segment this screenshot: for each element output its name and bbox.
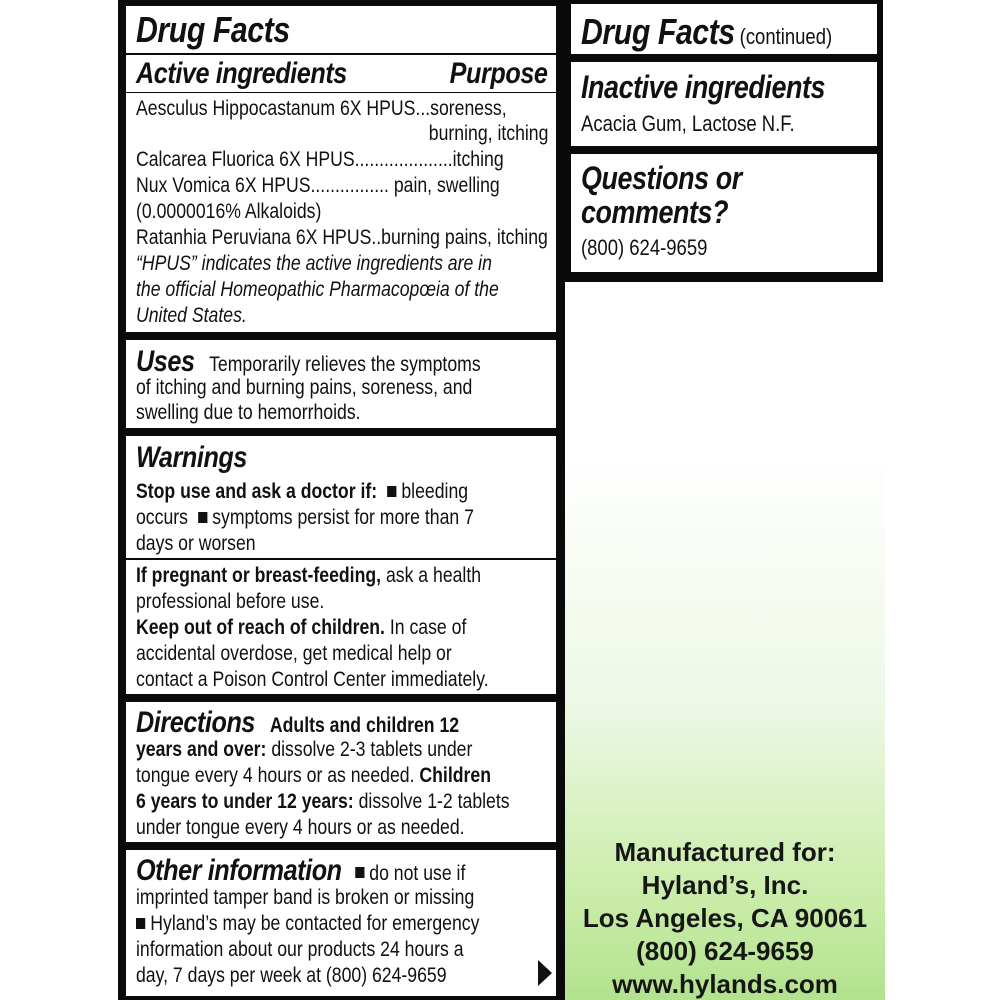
- directions-text: Adults and children 12: [269, 714, 460, 737]
- purpose-heading: Purpose: [450, 57, 548, 90]
- square-bullet-icon: [136, 918, 145, 929]
- warning-item: bleeding: [401, 480, 469, 503]
- inactive-ingredients-text: Acacia Gum, Lactose N.F.: [581, 111, 795, 136]
- continued-suffix: (continued): [739, 24, 833, 49]
- ingredient-line: Ratanhia Peruviana 6X HPUS..burning pains, itching: [136, 226, 548, 249]
- directions-section: [126, 702, 556, 842]
- continued-header: [571, 4, 877, 54]
- pregnant-text: ask a health: [385, 564, 482, 587]
- directions-age-label: Children: [419, 764, 491, 787]
- warnings-heading: Warnings: [136, 441, 247, 474]
- warning-item: occurs: [136, 506, 188, 529]
- other-information-heading: Other information: [136, 854, 342, 887]
- inactive-ingredients-section: [571, 62, 877, 146]
- drug-facts-title: Drug Facts: [136, 9, 290, 50]
- ingredient-line: burning, itching: [428, 122, 548, 145]
- title-rule: [126, 53, 556, 55]
- drug-facts-panel: [118, 0, 566, 1000]
- square-bullet-icon: [198, 512, 207, 523]
- questions-phone: (800) 624-9659: [581, 235, 708, 260]
- heading-rule: [126, 92, 556, 93]
- drug-facts-continued-panel: [565, 0, 885, 1000]
- warnings-rule: [126, 558, 556, 560]
- continue-arrow-icon: [538, 960, 552, 986]
- manufacturer-address: Los Angeles, CA 90061: [582, 903, 868, 933]
- manufacturer-name: Hyland’s, Inc.: [641, 870, 809, 900]
- manufacturer-website: www.hylands.com: [612, 969, 838, 999]
- square-bullet-icon: [387, 486, 396, 497]
- uses-heading: Uses: [136, 345, 195, 378]
- uses-text: of itching and burning pains, soreness, and: [136, 376, 473, 399]
- ingredient-line: Nux Vomica 6X HPUS................ pain, swelling: [136, 174, 500, 197]
- uses-text: swelling due to hemorrhoids.: [136, 401, 361, 424]
- keep-out-text: In case of: [389, 616, 467, 639]
- ingredient-line: Aesculus Hippocastanum 6X HPUS...soreness,: [136, 97, 507, 120]
- questions-section: [571, 154, 877, 272]
- ingredient-line: Calcarea Fluorica 6X HPUS....................itching: [136, 148, 504, 171]
- continued-title: Drug Facts: [581, 11, 735, 52]
- uses-section: [126, 340, 556, 428]
- other-info-text: day, 7 days per week at (800) 624-9659: [136, 964, 447, 987]
- directions-age-label: years and over:: [136, 738, 267, 761]
- warning-item: days or worsen: [136, 532, 256, 555]
- questions-heading: comments?: [581, 194, 729, 230]
- directions-text: tongue every 4 hours or as needed.: [136, 764, 415, 787]
- directions-age-label: 6 years to under 12 years:: [136, 790, 354, 813]
- square-bullet-icon: [355, 867, 364, 878]
- manufacturer-phone: (800) 624-9659: [636, 936, 814, 966]
- active-ingredients-section: [126, 6, 556, 332]
- ingredient-line: (0.0000016% Alkaloids): [136, 200, 322, 223]
- warnings-section: [126, 436, 556, 694]
- inactive-ingredients-heading: Inactive ingredients: [581, 69, 826, 105]
- active-ingredients-heading: Active ingredients: [136, 57, 347, 90]
- hpus-note: the official Homeopathic Pharmacopœia of the: [136, 278, 499, 301]
- manufacturer-line: Manufactured for:: [614, 837, 836, 867]
- warning-item: symptoms persist for more than 7: [212, 506, 474, 529]
- directions-text: under tongue every 4 hours or as needed.: [136, 816, 465, 839]
- keep-out-text: contact a Poison Control Center immediately.: [136, 668, 489, 691]
- questions-heading: Questions or: [581, 160, 742, 196]
- other-info-text: do not use if: [369, 862, 466, 885]
- hpus-note: “HPUS” indicates the active ingredients are in: [136, 252, 492, 275]
- pregnant-text: professional before use.: [136, 590, 325, 613]
- pregnant-label: If pregnant or breast-feeding,: [136, 564, 382, 587]
- hpus-note: United States.: [136, 304, 247, 327]
- uses-text: Temporarily relieves the symptoms: [209, 353, 481, 376]
- other-info-text: Hyland’s may be contacted for emergency: [150, 912, 480, 935]
- other-information-section: [126, 850, 556, 996]
- directions-heading: Directions: [136, 706, 256, 739]
- directions-text: dissolve 1-2 tablets: [358, 790, 510, 813]
- keep-out-label: Keep out of reach of children.: [136, 616, 385, 639]
- stop-use-label: Stop use and ask a doctor if:: [136, 480, 378, 503]
- directions-text: dissolve 2-3 tablets under: [271, 738, 473, 761]
- other-info-text: imprinted tamper band is broken or missing: [136, 886, 475, 909]
- keep-out-text: accidental overdose, get medical help or: [136, 642, 452, 665]
- other-info-text: information about our products 24 hours a: [136, 938, 464, 961]
